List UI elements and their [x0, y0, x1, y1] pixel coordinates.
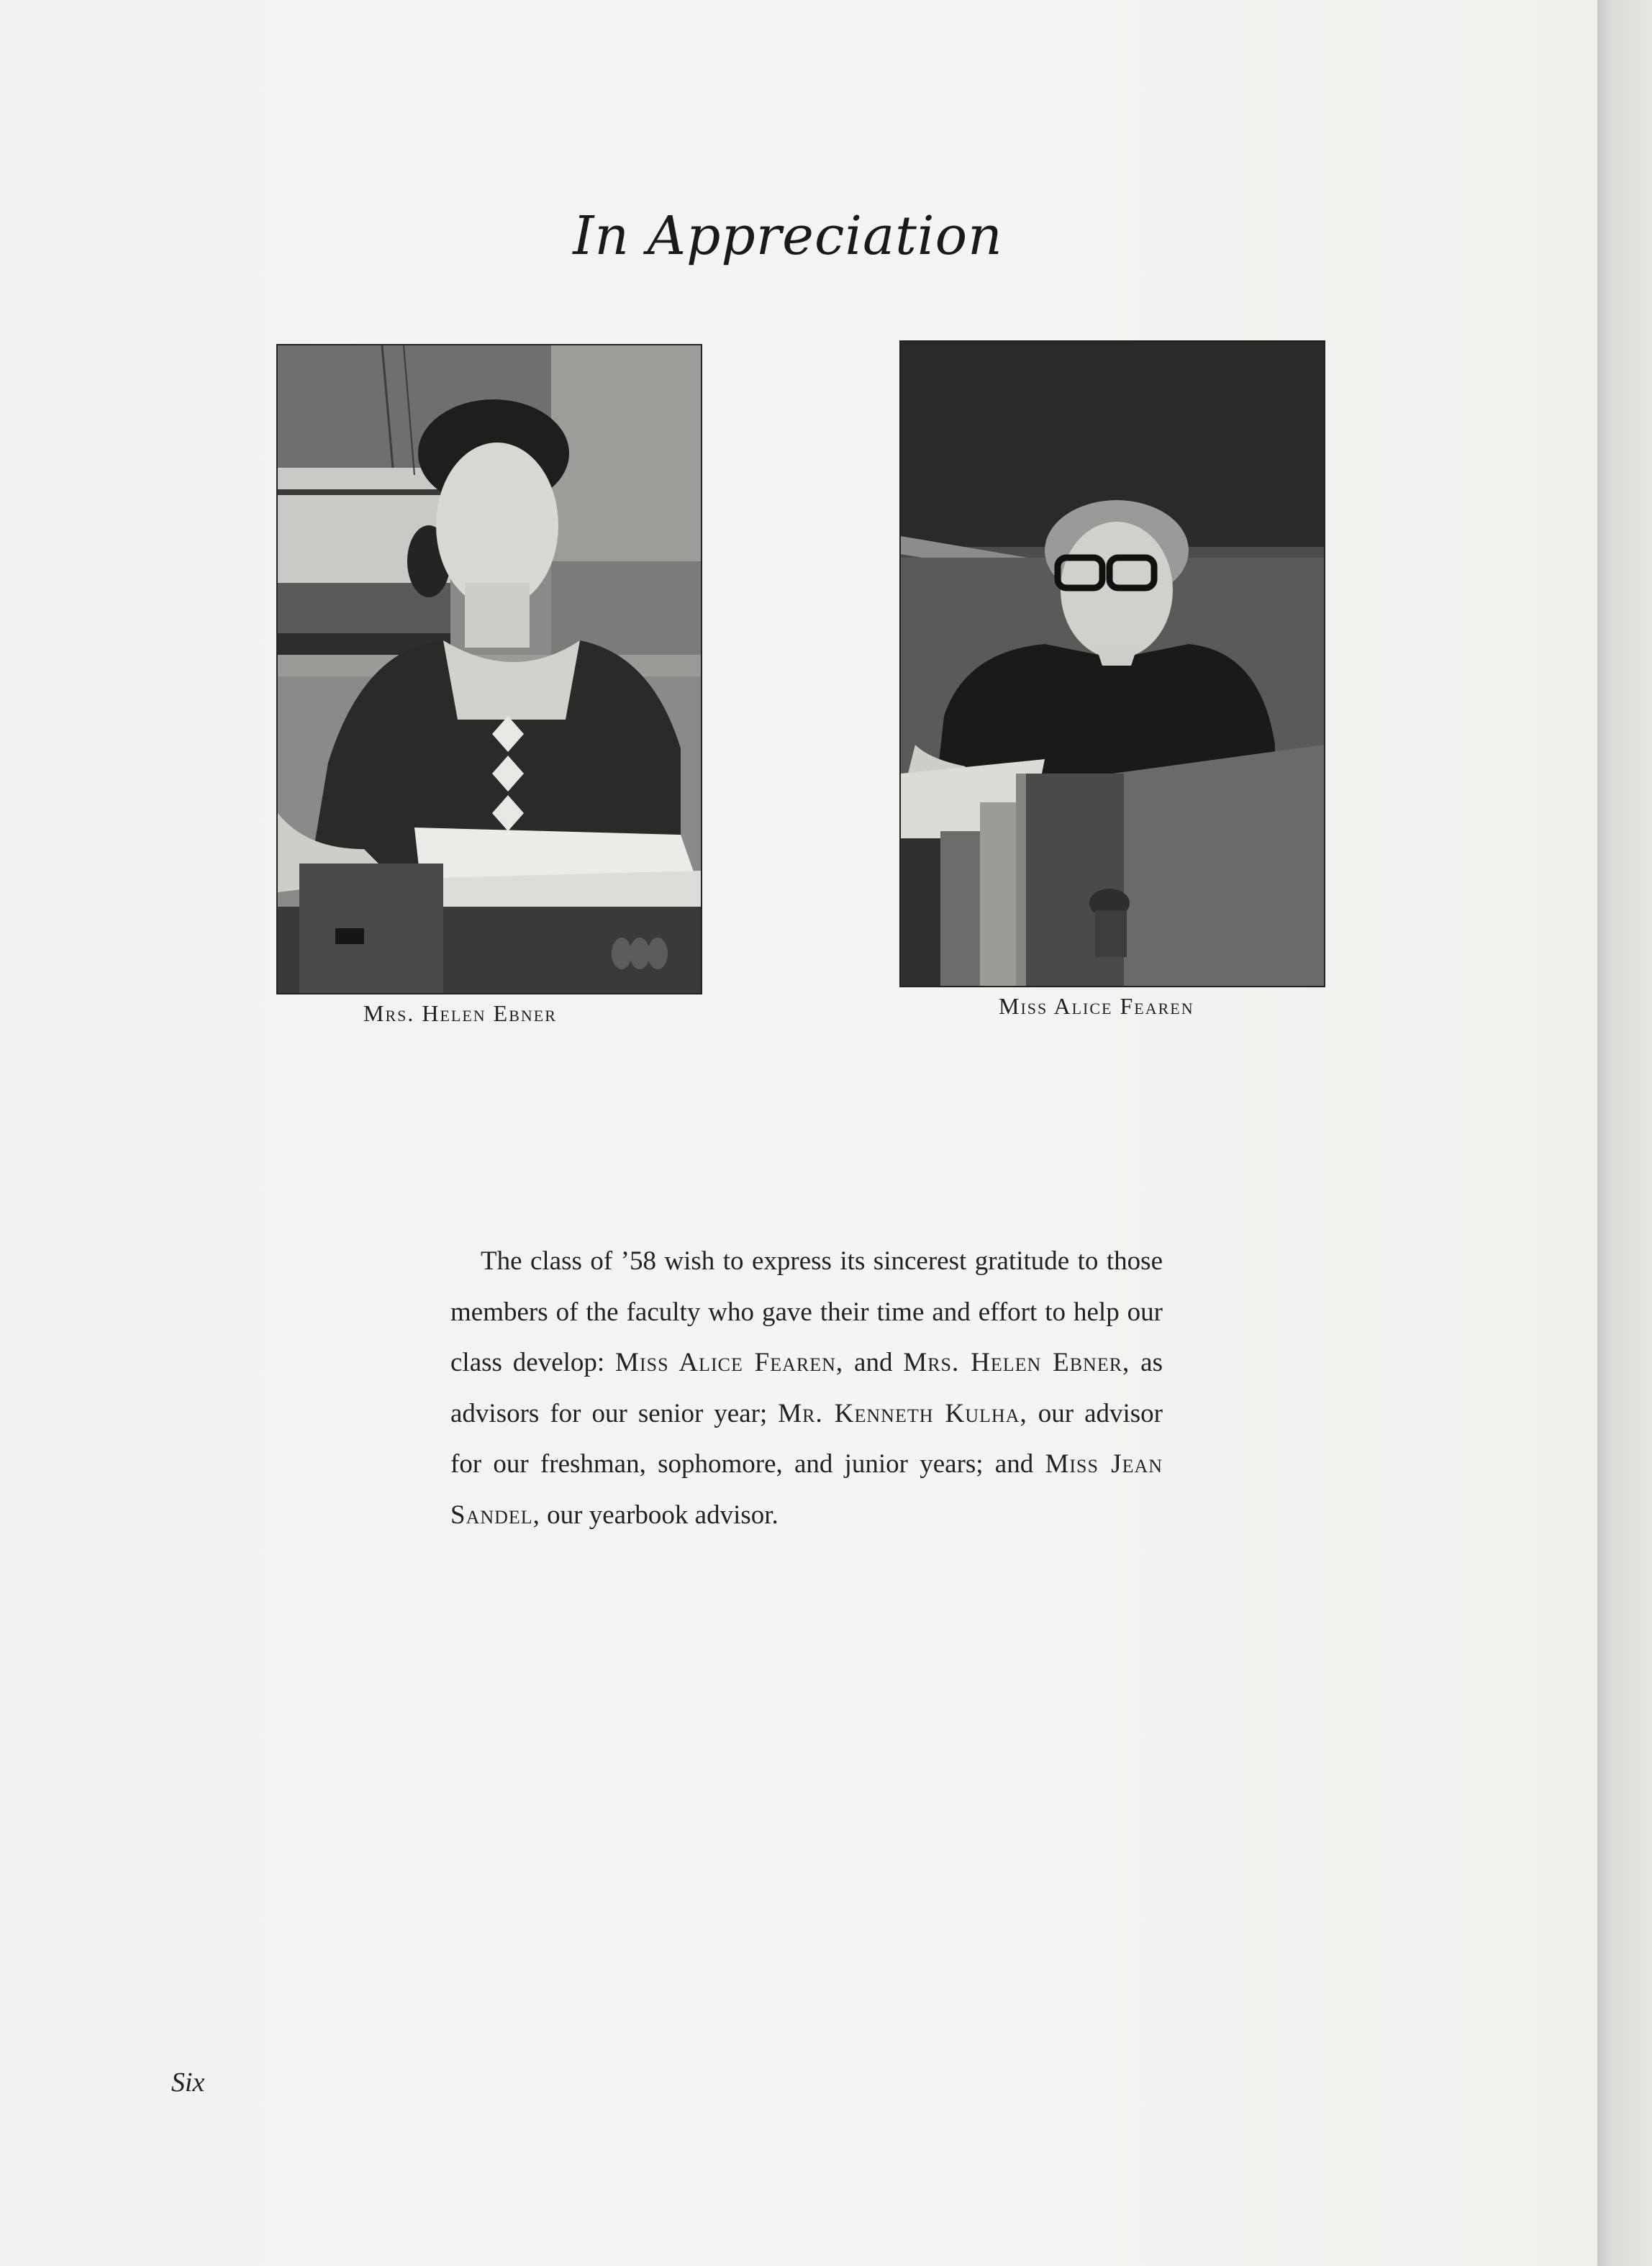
page-edge-shadow — [1597, 0, 1652, 2266]
paragraph-text2: as advisors for our senior year; — [450, 1348, 1163, 1428]
page-number: Six — [171, 2067, 205, 2098]
portrait-photo-ebner — [276, 344, 702, 994]
faculty-name-ebner: Mrs. Helen Ebner, — [903, 1348, 1130, 1377]
faculty-name-sandel: Miss Jean Sandel, — [450, 1449, 1163, 1530]
photo-caption-fearen: Miss Alice Fearen — [999, 993, 1194, 1019]
paragraph-text1: and — [843, 1348, 904, 1377]
paragraph-text4: our yearbook advisor. — [540, 1500, 779, 1530]
paragraph-intro: The class of ’58 wish to express its sincerest gratitude to those members of the faculty who gave their time and effort to help our class develop: — [450, 1246, 1163, 1377]
paragraph-text3: our advisor for our freshman, sophomore, and junior years; and — [450, 1398, 1163, 1479]
portrait-ebner-image — [278, 345, 701, 993]
appreciation-paragraph — [450, 1236, 1163, 1541]
page-heading: In Appreciation — [573, 205, 1003, 267]
photo-caption-ebner: Mrs. Helen Ebner — [363, 1000, 557, 1026]
portrait-fearen-image — [901, 342, 1324, 986]
portrait-photo-fearen — [899, 340, 1325, 987]
faculty-name-kulha: Mr. Kenneth Kulha, — [778, 1398, 1027, 1428]
faculty-name-fearen: Miss Alice Fearen, — [615, 1348, 844, 1377]
